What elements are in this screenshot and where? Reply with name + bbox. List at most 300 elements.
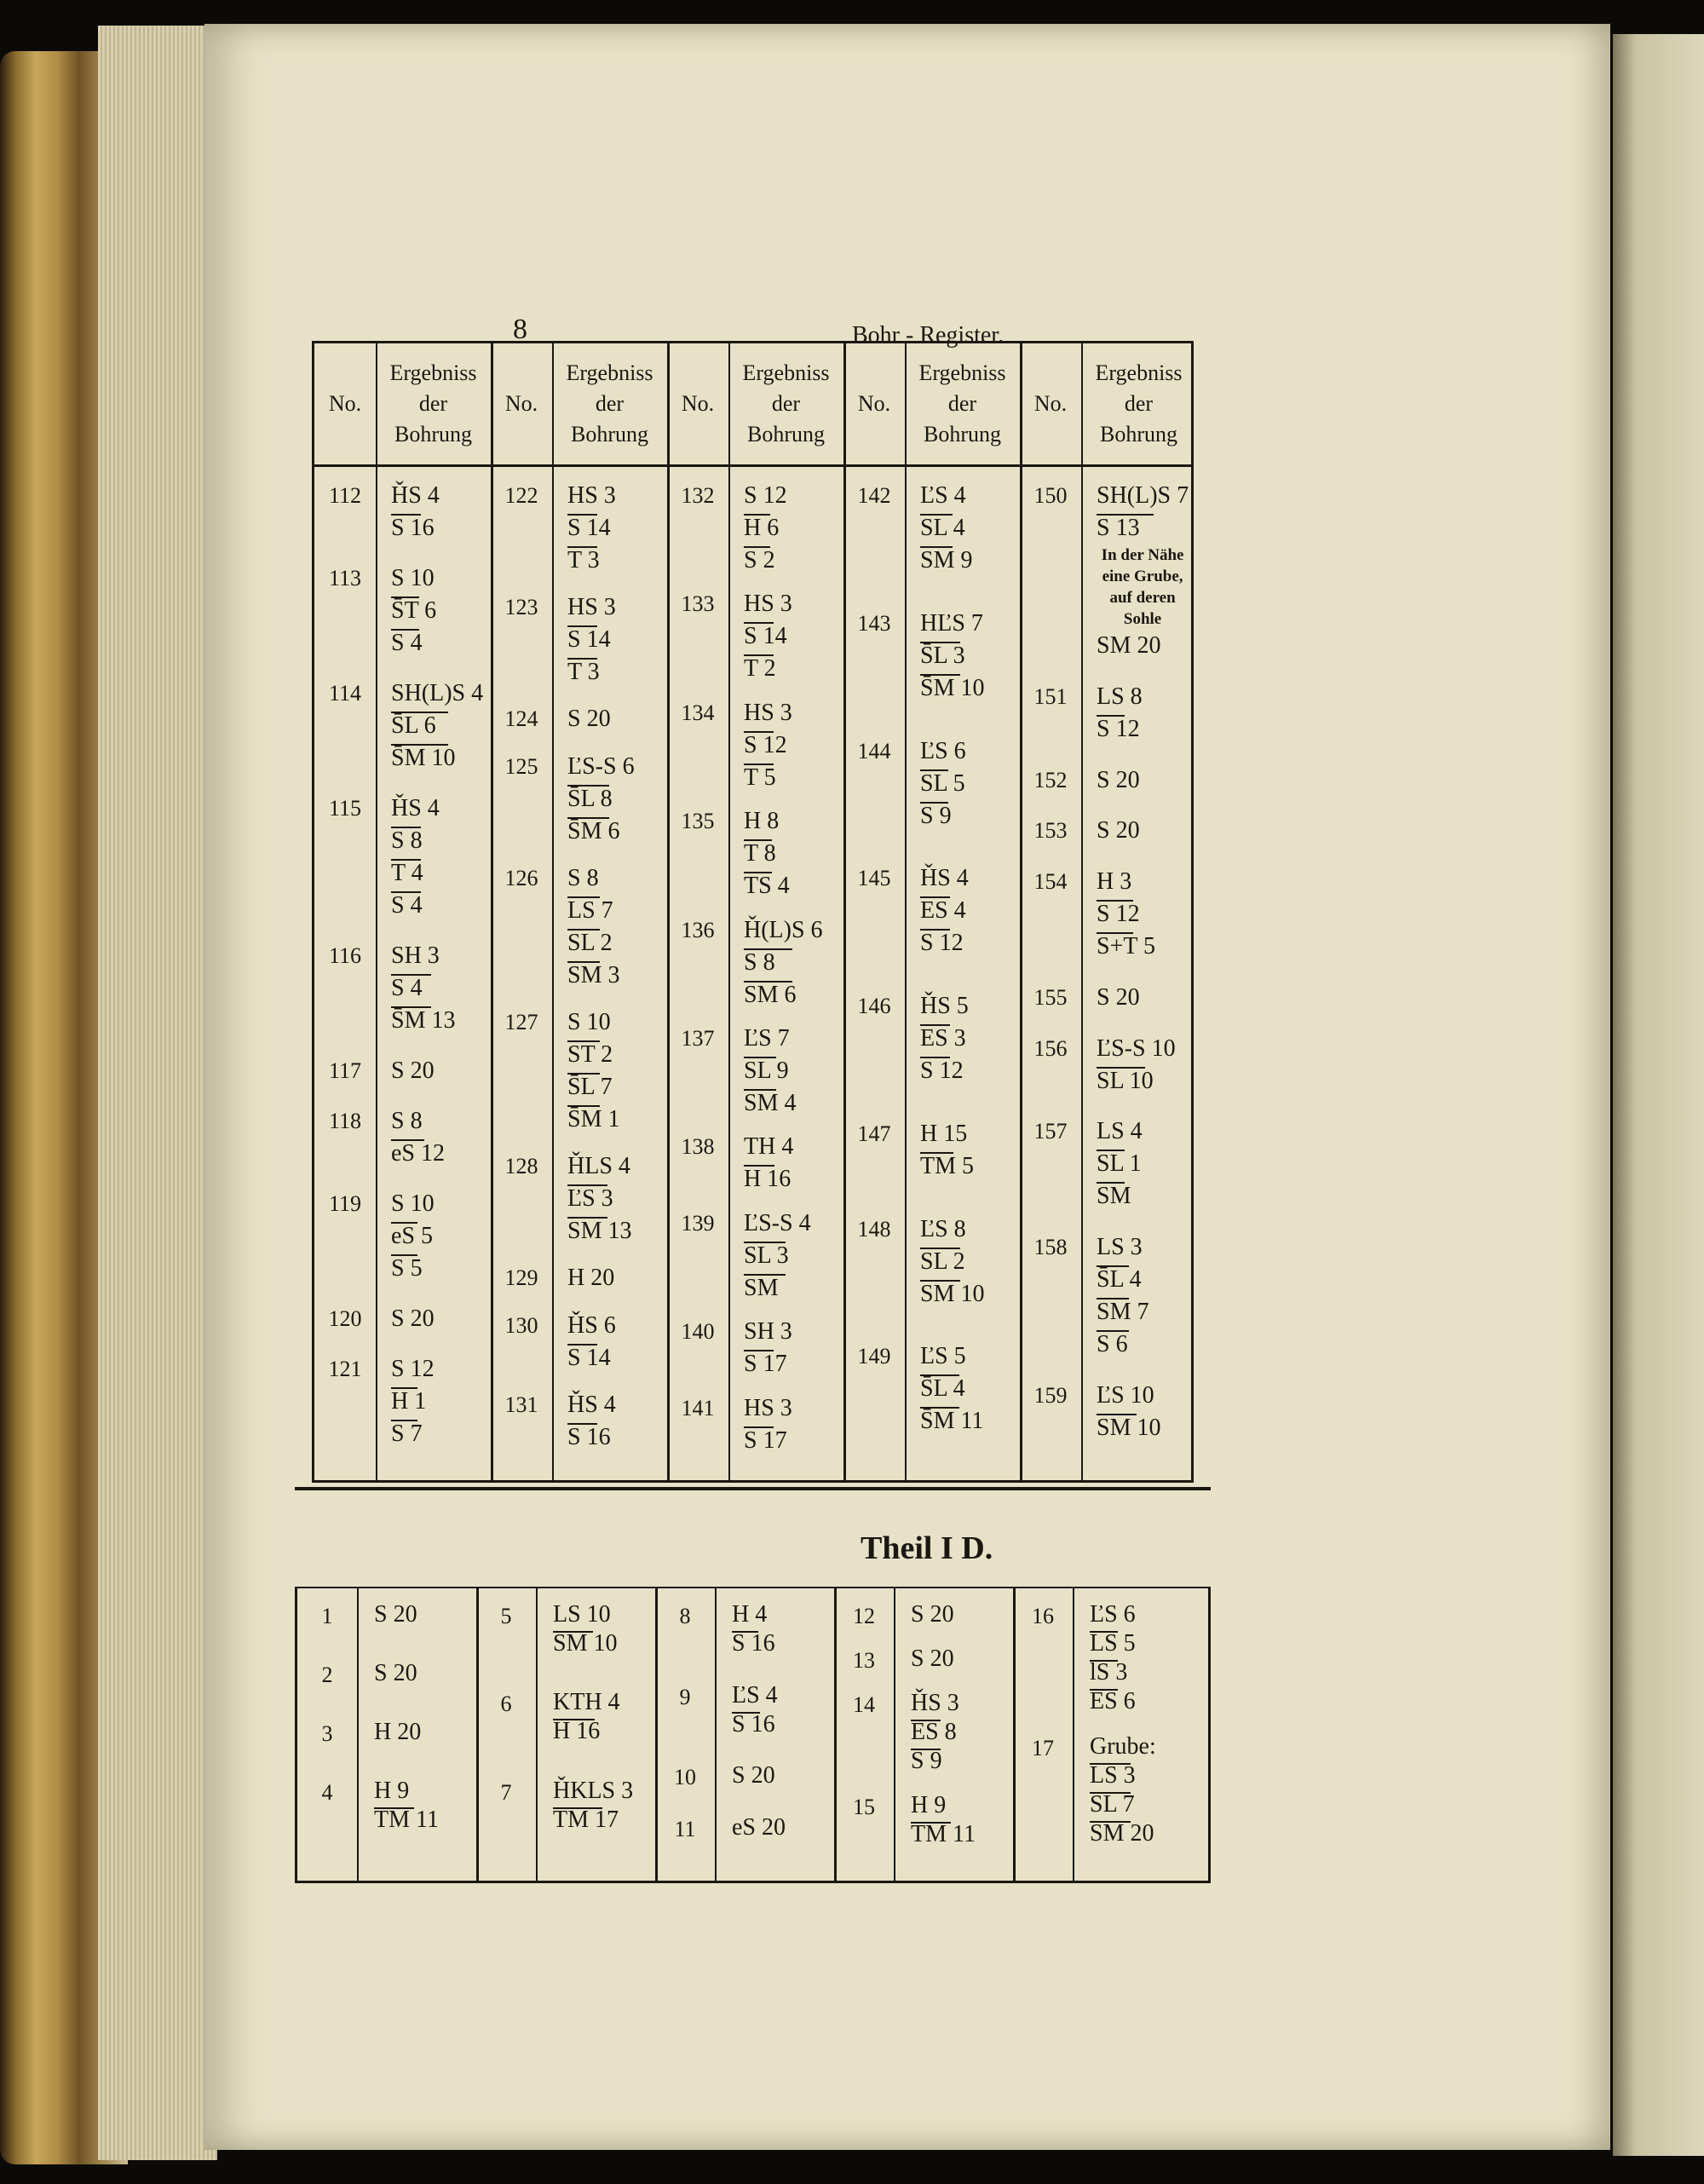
entry-number: 127: [504, 1010, 538, 1034]
result-layer: ȞKLS 3: [553, 1777, 634, 1804]
result-layer: LS 8: [1097, 683, 1143, 710]
result-layer: H 9: [374, 1778, 410, 1804]
entry-number: 159: [1033, 1382, 1068, 1408]
column-rule: [894, 1588, 895, 1881]
entry-result: [391, 1055, 435, 1087]
result-layer: S 20: [374, 1660, 417, 1686]
result-layer: S 16: [732, 1710, 778, 1739]
entry-number: 119: [328, 1191, 362, 1216]
entry-number: 138: [681, 1134, 715, 1160]
result-layer: H 15: [920, 1120, 968, 1147]
result-layer: S̄L 7: [1090, 1790, 1156, 1819]
result-layer: S 12: [744, 729, 792, 762]
entry-number: 9: [679, 1684, 691, 1709]
entry-result: [744, 914, 823, 1011]
result-layer: SH(L)S 4: [391, 680, 484, 706]
entry-result: [744, 697, 792, 794]
entry-result: [567, 751, 635, 848]
entry-number: 137: [681, 1026, 715, 1051]
result-layer: S 14: [567, 624, 616, 656]
header-result-line: der: [947, 391, 977, 416]
entry-number: 153: [1033, 818, 1068, 844]
lower-register-table: [295, 1587, 1211, 1883]
entry-number: 144: [857, 738, 891, 764]
entry-number: 148: [857, 1216, 891, 1242]
result-layer: H 20: [567, 1265, 615, 1292]
result-layer: S 20: [732, 1762, 775, 1789]
result-layer: TM 5: [920, 1150, 974, 1183]
section-title: Theil I D.: [861, 1530, 993, 1566]
header-result-line: Bohrung: [1099, 422, 1177, 447]
result-layer: S 12: [1097, 713, 1143, 746]
result-layer: SM 3: [567, 959, 619, 992]
entry-result: [391, 1353, 435, 1450]
column-rule: [1013, 1588, 1016, 1881]
result-layer: TM 11: [911, 1821, 976, 1847]
entry-result: [553, 1688, 620, 1746]
entry-result: [1097, 815, 1140, 847]
result-layer: T 5: [744, 762, 792, 794]
entry-number: 122: [504, 483, 538, 508]
result-layer: S̄M 10: [391, 742, 483, 775]
result-layer: SL 10: [1097, 1065, 1176, 1098]
entry-result: [1097, 982, 1140, 1014]
entry-number: 132: [681, 483, 715, 508]
result-layer: S 8: [391, 1108, 423, 1134]
result-layer: S 16: [391, 512, 440, 545]
result-layer: S 10: [391, 1190, 435, 1217]
result-layer: S+T 5: [1097, 931, 1155, 963]
entry-number: 4: [321, 1780, 333, 1805]
entry-number: 139: [681, 1210, 715, 1236]
entry-number: 140: [681, 1319, 715, 1345]
result-layer: ĽS 7: [744, 1025, 790, 1052]
entry-result: [732, 1813, 786, 1842]
header-result-line: Ergebniss: [566, 360, 653, 385]
result-layer: S̄L 8: [567, 783, 635, 815]
result-layer: ĽS-S 10: [1097, 1034, 1176, 1062]
entry-result: [567, 480, 616, 577]
entry-number: 6: [500, 1691, 512, 1717]
header-result-line: Bohrung: [923, 422, 1001, 447]
result-layer: ĽS 4: [732, 1681, 778, 1709]
column-rule: [491, 343, 493, 1480]
result-layer: SH(L)S 7: [1097, 482, 1189, 509]
result-layer: SL 4: [920, 512, 972, 545]
entry-result: [744, 1131, 793, 1196]
result-layer: SL 1: [1097, 1148, 1143, 1180]
entry-result: [911, 1600, 954, 1629]
entry-result: [391, 940, 455, 1037]
entry-number: 121: [328, 1357, 362, 1381]
entry-number: 115: [328, 796, 362, 821]
entry-number: 147: [857, 1121, 891, 1146]
column-rule: [1020, 343, 1022, 1480]
entry-result: [744, 1023, 796, 1120]
entry-number: 5: [500, 1604, 512, 1628]
entry-number: 114: [328, 681, 362, 706]
result-layer: S 16: [732, 1630, 775, 1657]
header-result: [552, 343, 667, 464]
result-layer: SL 5: [920, 768, 966, 800]
entry-result: [920, 1340, 983, 1438]
result-layer: SM: [1097, 1180, 1143, 1213]
entry-result: [391, 792, 440, 922]
note-line: eine Grube,: [1102, 568, 1183, 585]
entry-number: 3: [321, 1721, 333, 1746]
result-layer: ȞS 6: [567, 1311, 616, 1339]
result-layer: Ȟ(L)S 6: [744, 916, 823, 943]
result-layer: LS 3: [1090, 1761, 1156, 1790]
header-no: No.: [1033, 391, 1068, 416]
result-layer: S 17: [744, 1425, 792, 1457]
entry-result: [1097, 1115, 1143, 1213]
entry-number: 10: [674, 1765, 696, 1789]
result-layer: S̄L 6: [391, 710, 483, 742]
entry-number: 2: [321, 1662, 333, 1687]
result-layer: SM 6: [744, 979, 823, 1011]
result-layer: ST 2: [567, 1039, 619, 1071]
result-layer: S̄M 13: [391, 1005, 455, 1037]
result-layer: SH 3: [391, 942, 440, 969]
result-layer: SL 3: [744, 1240, 811, 1272]
header-result-line: der: [1124, 391, 1154, 416]
result-layer: S̄L 4: [1097, 1264, 1148, 1296]
result-layer: TM 17: [553, 1806, 633, 1835]
result-layer: SM 20: [1097, 632, 1161, 659]
header-no: No.: [681, 391, 715, 416]
entry-number: 14: [853, 1692, 875, 1717]
result-layer: SM 4: [744, 1087, 796, 1120]
entry-result: [374, 1777, 439, 1835]
entry-result: [567, 1310, 616, 1374]
entry-result: [374, 1659, 417, 1688]
entry-result: [920, 1118, 974, 1183]
result-layer: S 14: [567, 1342, 616, 1374]
result-layer: S 10: [567, 1009, 611, 1035]
result-layer: SM: [744, 1272, 811, 1305]
result-layer: ȞS 4: [920, 865, 969, 892]
entry-result: [920, 480, 972, 577]
entry-number: 120: [328, 1306, 362, 1331]
entry-result: [1097, 1231, 1148, 1361]
entry-number: 134: [681, 700, 715, 725]
entry-number: 152: [1033, 767, 1068, 792]
result-layer: SM 13: [567, 1215, 631, 1248]
result-layer: ȞS 4: [391, 795, 440, 821]
result-layer: ES 6: [1090, 1688, 1136, 1714]
result-layer: KTH 4: [553, 1689, 620, 1716]
upper-register-table: [312, 341, 1194, 1483]
header-no: No.: [328, 391, 362, 416]
result-layer: TH 4: [744, 1133, 794, 1161]
entry-result: [1097, 480, 1189, 662]
result-layer: H 6: [744, 512, 787, 545]
result-layer: ĽS 8: [920, 1215, 966, 1242]
result-layer: ĽS 10: [1097, 1381, 1154, 1409]
result-layer: S̄M 11: [920, 1405, 983, 1438]
entry-result: [553, 1600, 617, 1658]
result-layer: ĽS-S 6: [567, 752, 635, 780]
entry-result: [391, 1188, 435, 1285]
result-layer: S̄M 1: [567, 1104, 619, 1136]
entry-result: [911, 1689, 959, 1776]
entry-number: 155: [1033, 984, 1068, 1010]
column-rule: [905, 343, 907, 1480]
entry-note: [1097, 545, 1189, 630]
result-layer: S 20: [374, 1601, 417, 1628]
entry-number: 145: [857, 866, 891, 891]
column-rule: [376, 343, 377, 1480]
entry-result: [1090, 1732, 1156, 1848]
entry-result: [567, 1150, 631, 1248]
header-no: No.: [857, 391, 891, 416]
result-layer: T 3: [567, 656, 616, 689]
entry-number: 141: [681, 1395, 715, 1420]
section-divider: [295, 1487, 1211, 1506]
result-layer: ES 8: [911, 1718, 959, 1747]
result-layer: LS 7: [567, 895, 619, 927]
result-layer: ȞS 4: [567, 1391, 616, 1418]
entry-number: 123: [504, 595, 538, 620]
result-layer: Grube:: [1090, 1733, 1156, 1760]
result-layer: S 20: [391, 1057, 435, 1084]
result-layer: S 4: [391, 972, 455, 1005]
entry-number: 149: [857, 1344, 891, 1369]
entry-result: [391, 1105, 445, 1170]
result-layer: SL 2: [920, 1246, 984, 1278]
entry-result: [744, 805, 790, 902]
entry-number: 16: [1032, 1604, 1054, 1628]
result-layer: ĽS-S 4: [744, 1209, 811, 1236]
entry-number: 131: [504, 1392, 538, 1417]
result-layer: ȞS 3: [911, 1690, 959, 1716]
header-result: [728, 343, 843, 464]
result-layer: SM 9: [920, 545, 972, 577]
header-result-line: der: [595, 391, 625, 416]
table-header-row: [314, 343, 1191, 467]
entry-number: 154: [1033, 869, 1068, 895]
entry-number: 112: [328, 483, 362, 508]
header-result-line: Bohrung: [570, 422, 648, 447]
result-layer: S 14: [744, 620, 792, 653]
result-layer: TS 4: [744, 870, 790, 902]
entry-number: 125: [504, 753, 538, 779]
entry-number: 1: [321, 1604, 333, 1628]
entry-number: 142: [857, 483, 891, 508]
header-result: [905, 343, 1020, 464]
note-line: auf deren: [1109, 589, 1176, 607]
entry-number: 116: [328, 943, 362, 968]
header-result-line: der: [418, 391, 448, 416]
entry-result: [374, 1718, 421, 1747]
entry-result: [374, 1600, 417, 1629]
result-layer: T 2: [744, 653, 792, 685]
entry-number: 7: [500, 1779, 512, 1805]
result-layer: S 14: [567, 512, 616, 545]
result-layer: SL 2: [567, 927, 619, 959]
entry-number: 17: [1032, 1736, 1054, 1760]
result-layer: S̄L 3: [920, 640, 984, 672]
entry-result: [920, 862, 969, 959]
entry-number: 157: [1033, 1119, 1068, 1144]
column-rule: [357, 1588, 359, 1881]
entry-result: [911, 1645, 954, 1674]
entry-result: [391, 480, 440, 545]
entry-result: [920, 735, 966, 833]
header-result-line: Ergebniss: [742, 360, 830, 385]
entry-number: 117: [328, 1058, 362, 1083]
result-layer: S 12: [920, 1055, 969, 1087]
entry-result: [567, 1389, 616, 1454]
result-layer: SM 10: [1097, 1412, 1160, 1444]
result-layer: ĽS 6: [1090, 1601, 1136, 1628]
entry-result: [920, 990, 969, 1087]
entry-number: 150: [1033, 483, 1068, 508]
entry-result: [744, 588, 792, 685]
result-layer: SM 10: [920, 1278, 984, 1311]
header-result-line: Ergebniss: [1095, 360, 1183, 385]
entry-number: 146: [857, 994, 891, 1018]
result-layer: S 8: [391, 825, 440, 857]
result-layer: S̄L 4: [920, 1373, 983, 1405]
entry-result: [567, 1006, 619, 1136]
header-result-line: Bohrung: [394, 422, 472, 447]
entry-number: 129: [504, 1265, 538, 1291]
entry-result: [744, 480, 787, 577]
entry-number: 156: [1033, 1035, 1068, 1061]
result-layer: SM 7: [1097, 1296, 1148, 1328]
result-layer: LS 4: [1097, 1118, 1143, 1145]
result-layer: LS 3: [1097, 1234, 1143, 1261]
entry-result: [567, 703, 611, 735]
column-rule: [476, 1588, 479, 1881]
entry-result: [744, 1316, 792, 1380]
result-layer: S 8: [744, 947, 823, 979]
header-no: No.: [504, 391, 538, 416]
result-layer: HĽS 7: [920, 609, 983, 637]
entry-result: [1097, 866, 1155, 963]
entry-result: [732, 1600, 775, 1658]
result-layer: HS 3: [744, 699, 792, 726]
result-layer: eS 5: [391, 1220, 435, 1253]
result-layer: S 7: [391, 1418, 435, 1450]
result-layer: S̄M 6: [567, 815, 635, 848]
result-layer: S 5: [391, 1253, 435, 1285]
entry-result: [732, 1761, 775, 1790]
result-layer: eS 20: [732, 1813, 786, 1841]
result-layer: S 20: [1097, 766, 1140, 793]
result-layer: T 8: [744, 838, 790, 870]
entry-result: [1097, 1033, 1176, 1098]
result-layer: S 2: [744, 545, 787, 577]
result-layer: H 16: [744, 1163, 793, 1196]
result-layer: S 20: [911, 1645, 954, 1672]
page-number: 8: [513, 314, 527, 345]
entry-result: [1097, 681, 1143, 746]
result-layer: H 20: [374, 1719, 422, 1745]
entry-result: [911, 1791, 976, 1849]
header-result-line: Ergebniss: [918, 360, 1006, 385]
result-layer: ȞS 5: [920, 993, 969, 1019]
result-layer: ES 3: [920, 1023, 969, 1055]
header-result: [376, 343, 491, 464]
result-layer: LS 5: [1090, 1630, 1136, 1657]
entry-number: 124: [504, 706, 538, 732]
result-layer: LS 10: [553, 1601, 611, 1628]
column-rule: [1073, 1588, 1074, 1881]
result-layer: ȞLS 4: [567, 1153, 630, 1180]
result-layer: S 4: [391, 890, 440, 922]
column-rule: [834, 1588, 837, 1881]
header-result: [1081, 343, 1196, 464]
entry-result: [567, 862, 619, 992]
entry-result: [1090, 1600, 1136, 1716]
result-layer: ȞS 4: [391, 482, 440, 509]
result-layer: S 20: [567, 706, 611, 733]
entry-number: 13: [853, 1648, 875, 1673]
page-edges: [98, 26, 217, 2160]
entry-number: 143: [857, 610, 891, 636]
result-layer: ĽS 6: [920, 737, 966, 764]
entry-number: 133: [681, 591, 715, 617]
entry-number: 135: [681, 809, 715, 834]
result-layer: ĽS 4: [920, 482, 966, 509]
result-layer: S̄M 10: [920, 672, 984, 705]
result-layer: HS 3: [744, 1394, 792, 1421]
entry-number: 12: [853, 1604, 875, 1628]
note-line: Sohle: [1123, 610, 1162, 628]
entry-result: [1097, 764, 1140, 797]
entry-number: 130: [504, 1312, 538, 1338]
entry-number: 15: [853, 1795, 875, 1819]
result-layer: H 8: [744, 808, 780, 835]
column-rule: [1081, 343, 1083, 1480]
result-layer: S 12: [391, 1356, 435, 1382]
result-layer: H 4: [732, 1601, 768, 1628]
entry-number: 118: [328, 1109, 362, 1133]
result-layer: lS 3: [1090, 1658, 1136, 1687]
result-layer: S 20: [1097, 817, 1140, 844]
facing-page-edge: [1613, 34, 1704, 2156]
result-layer: S 13: [1097, 512, 1189, 545]
result-layer: S 4: [391, 627, 436, 660]
result-layer: SL 9: [744, 1055, 796, 1087]
result-layer: S̄M 20: [1090, 1819, 1156, 1848]
entry-result: [567, 591, 616, 689]
result-layer: S 8: [567, 864, 599, 891]
result-layer: S 16: [567, 1421, 616, 1454]
result-layer: S 20: [1097, 983, 1140, 1011]
header-result-line: Bohrung: [746, 422, 825, 447]
entry-number: 8: [679, 1604, 691, 1628]
header-result-line: Ergebniss: [389, 360, 477, 385]
result-layer: T 4: [391, 857, 440, 890]
result-layer: H 9: [911, 1792, 947, 1818]
result-layer: S̄L 7: [567, 1071, 619, 1104]
column-rule: [536, 1588, 538, 1881]
result-layer: eS 12: [391, 1138, 445, 1170]
result-layer: S 12: [1097, 898, 1155, 931]
entry-result: [920, 1213, 984, 1311]
result-layer: HS 3: [744, 591, 792, 618]
result-layer: S 6: [1097, 1328, 1148, 1361]
result-layer: S 12: [744, 482, 787, 509]
entry-number: 113: [328, 566, 362, 591]
result-layer: HS 3: [567, 594, 616, 621]
result-layer: H 16: [553, 1717, 620, 1746]
result-layer: S 9: [911, 1747, 959, 1776]
